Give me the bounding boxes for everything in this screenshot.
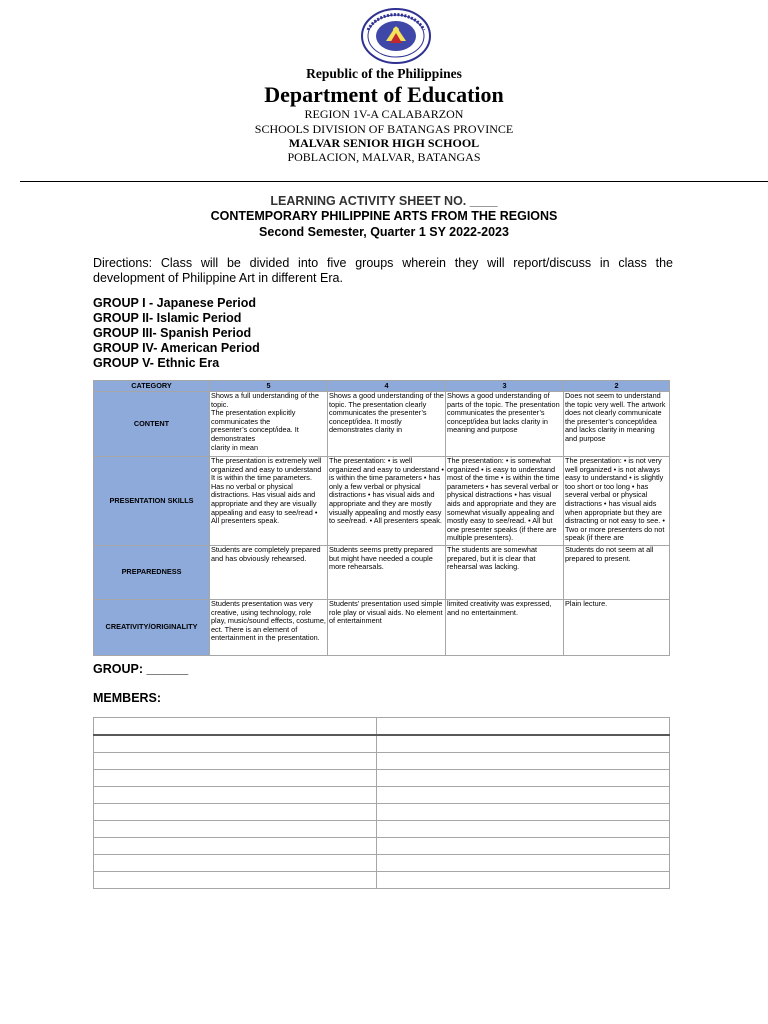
member-cell[interactable] [377, 753, 670, 770]
school-line: MALVAR SENIOR HIGH SCHOOL [288, 136, 480, 150]
rubric-cell: Students do not seem at all prepared to present. [564, 546, 670, 600]
rubric-cell: Shows a full understanding of the topic. The presentation explicitly communicates the presenter’s concept/idea. It demonstrates clarity in mean [210, 392, 328, 457]
rubric-table [93, 380, 670, 656]
header-divider [20, 181, 768, 182]
member-cell[interactable] [94, 735, 377, 753]
department-heading: Department of Education [264, 82, 504, 107]
members-row [94, 787, 670, 804]
rubric-row-presentation [94, 457, 670, 546]
members-row [94, 753, 670, 770]
member-cell[interactable] [377, 735, 670, 753]
members-label: MEMBERS: [93, 691, 162, 705]
rubric-cell: The presentation: • is well organized and easy to understand • is within the time parameters • has only a few verbal or physical distractions • has visual aids and appropriate and they are mostly visually appealing and mostly easy to see/read. • All presenters speak. [328, 457, 446, 546]
rubric-cell: The presentation: • is somewhat organized • is easy to understand most of the time • is within the time parameters • has several verbal or physical distractions • has visual aids and appropriate and they are somewhat visually appealing and mostly easy to see/read. • All but one presenter speaks (if there are multiple presenters). [446, 457, 564, 546]
members-row [94, 770, 670, 787]
member-cell[interactable] [94, 821, 377, 838]
activity-sheet-title: LEARNING ACTIVITY SHEET NO. ____ [270, 194, 498, 208]
members-table [93, 717, 670, 889]
rubric-row-creativity [94, 600, 670, 656]
rubric-cell: The presentation: • is not very well organized • is not always easy to understand • is slightly too short or too long • has several verbal or physical distractions • has visual aids when appropriate but they are distracting or not easy to see. • Two or more presenters do not speak (if there are [564, 457, 670, 546]
member-cell[interactable] [377, 787, 670, 804]
rubric-header-cell: 2 [564, 381, 670, 392]
rubric-cell: Shows a good understanding of parts of the topic. The presentation communicates the presenter’s concept/idea but lacks clarity in meaning and purpose [446, 392, 564, 457]
semester-title: Second Semester, Quarter 1 SY 2022-2023 [259, 225, 509, 239]
rubric-header-cell: 4 [328, 381, 446, 392]
group-item: GROUP II- Islamic Period [93, 311, 242, 325]
rubric-header-cell: CATEGORY [94, 381, 210, 392]
rubric-cell: The presentation is extremely well organized and easy to understand It is within the time parameters. Has no verbal or physical distractions. Has visual aids and appropriate and they are visually appealing and easy to see/read • All presenters speak. [210, 457, 328, 546]
rubric-cell: Does not seem to understand the topic very well. The artwork does not clearly communicate the presenter’s concept/idea and lacks clarity in meaning and purpose [564, 392, 670, 457]
member-cell[interactable] [377, 855, 670, 872]
group-item: GROUP I - Japanese Period [93, 296, 257, 310]
rubric-cell: Students’ presentation used simple role play or visual aids. No element of entertainment [328, 600, 446, 656]
member-cell[interactable] [377, 872, 670, 889]
subject-title: CONTEMPORARY PHILIPPINE ARTS FROM THE REGIONS [210, 209, 558, 223]
group-list [93, 296, 260, 371]
rubric-category: CREATIVITY/ORIGINALITY [94, 600, 210, 656]
member-cell[interactable] [94, 787, 377, 804]
rubric-header-row [94, 381, 670, 392]
member-cell[interactable] [377, 821, 670, 838]
members-row [94, 804, 670, 821]
address-line: POBLACION, MALVAR, BATANGAS [287, 150, 481, 164]
rubric-cell: Plain lecture. [564, 600, 670, 656]
rubric-category: PREPAREDNESS [94, 546, 210, 600]
member-cell[interactable] [94, 804, 377, 821]
members-row [94, 821, 670, 838]
member-cell[interactable] [94, 770, 377, 787]
rubric-header-cell: 5 [210, 381, 328, 392]
rubric-category: CONTENT [94, 392, 210, 457]
group-field-label: GROUP: ______ [93, 662, 189, 676]
members-row [94, 735, 670, 753]
member-cell[interactable] [377, 838, 670, 855]
rubric-row-preparedness [94, 546, 670, 600]
rubric-category: PRESENTATION SKILLS [94, 457, 210, 546]
rubric-cell: limited creativity was expressed, and no entertainment. [446, 600, 564, 656]
group-item: GROUP V- Ethnic Era [93, 356, 220, 370]
rubric-cell: The students are somewhat prepared, but it is clear that rehearsal was lacking. [446, 546, 564, 600]
rubric-cell: Students presentation was very creative, using technology, role play, music/sound effects, costume, ect. There is an element of entertainment in the presentation. [210, 600, 328, 656]
member-cell[interactable] [94, 838, 377, 855]
member-cell[interactable] [94, 855, 377, 872]
deped-seal-logo [360, 8, 432, 64]
member-cell[interactable] [94, 872, 377, 889]
rubric-cell: Students are completely prepared and has obviously rehearsed. [210, 546, 328, 600]
member-cell[interactable] [94, 718, 377, 736]
member-cell[interactable] [377, 718, 670, 736]
members-row [94, 872, 670, 889]
rubric-row-content [94, 392, 670, 457]
rubric-header-cell: 3 [446, 381, 564, 392]
members-row [94, 838, 670, 855]
members-row [94, 718, 670, 736]
republic-heading: Republic of the Philippines [306, 66, 462, 81]
members-row [94, 855, 670, 872]
member-cell[interactable] [377, 770, 670, 787]
region-line: REGION 1V-A CALABARZON [304, 107, 464, 121]
group-item: GROUP IV- American Period [93, 341, 260, 355]
division-line: SCHOOLS DIVISION OF BATANGAS PROVINCE [254, 122, 514, 136]
directions-paragraph: Directions: Class will be divided into five groups wherein they will report/discuss in class the development of Philippine Art in different Era. [93, 256, 673, 285]
group-item: GROUP III- Spanish Period [93, 326, 252, 340]
rubric-cell: Shows a good understanding of the topic. The presentation clearly communicates the presenter’s concept/idea. It mostly demonstrates clarity in [328, 392, 446, 457]
member-cell[interactable] [377, 804, 670, 821]
member-cell[interactable] [94, 753, 377, 770]
rubric-cell: Students seems pretty prepared but might have needed a couple more rehearsals. [328, 546, 446, 600]
